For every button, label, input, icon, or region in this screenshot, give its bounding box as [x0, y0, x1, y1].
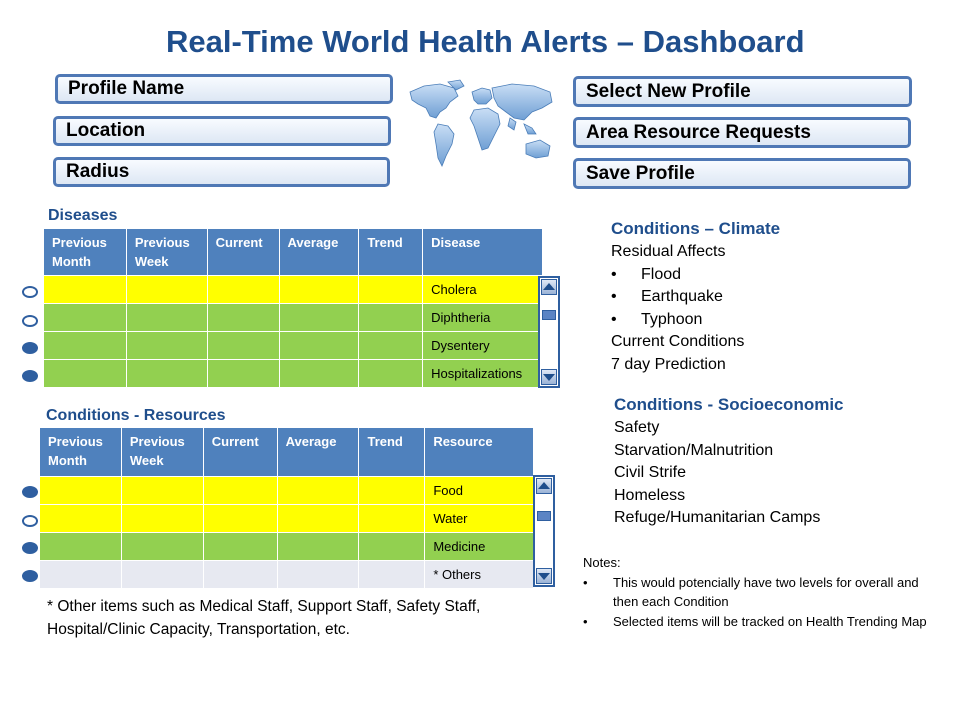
table-cell [207, 304, 279, 332]
note-item [583, 573, 938, 612]
table-cell [279, 332, 359, 360]
resources-title: Conditions - Resources [46, 407, 226, 424]
table-cell [277, 533, 359, 561]
save-profile-button[interactable]: Save Profile [573, 158, 911, 189]
list-item [611, 286, 931, 309]
table-row[interactable] [44, 276, 543, 304]
table-cell [121, 477, 203, 505]
table-cell [121, 505, 203, 533]
column-header: Current [203, 428, 277, 477]
table-cell [359, 477, 425, 505]
socio-list [614, 417, 934, 530]
resource-name: Food [425, 477, 534, 505]
location-field[interactable]: Location [53, 116, 391, 146]
table-cell [44, 304, 127, 332]
column-header: Trend [359, 428, 425, 477]
table-cell [44, 360, 127, 388]
table-cell [359, 533, 425, 561]
table-cell [359, 332, 423, 360]
column-header: Average [277, 428, 359, 477]
resource-radio-selected[interactable] [22, 570, 38, 582]
resources-footnote: * Other items such as Medical Staff, Support Staff, Safety Staff, Hospital/Clinic Capacity, Transportation, etc. [47, 598, 481, 638]
table-cell [40, 505, 122, 533]
table-cell [359, 276, 423, 304]
note-text: Selected items will be tracked on Health Trending Map [613, 613, 927, 629]
notes-heading: Notes: [583, 555, 621, 570]
notes [583, 553, 938, 631]
disease-name: Diphtheria [423, 304, 543, 332]
climate-bullet: Typhoon [641, 310, 703, 328]
column-header: Current [207, 229, 279, 276]
bullet-icon: • [583, 613, 588, 629]
note-text: This would potencially have two levels for overall and then each Condition [613, 574, 919, 609]
table-cell [279, 360, 359, 388]
socio-item: Safety [614, 419, 660, 436]
table-row[interactable] [40, 477, 534, 505]
table-cell [277, 477, 359, 505]
table-row[interactable] [44, 360, 543, 388]
profile-name-field[interactable]: Profile Name [55, 74, 393, 104]
column-header: Disease [423, 229, 543, 276]
disease-radio-selected[interactable] [22, 342, 38, 354]
climate-bullet: Flood [641, 265, 682, 283]
select-new-profile-button[interactable]: Select New Profile [573, 76, 912, 107]
note-item [583, 612, 938, 632]
scroll-thumb[interactable] [542, 310, 556, 320]
socio-item: Starvation/Malnutrition [614, 441, 774, 459]
disease-name: Cholera [423, 276, 543, 304]
table-cell [126, 276, 207, 304]
resources-scrollbar[interactable] [533, 475, 555, 587]
table-cell [126, 304, 207, 332]
socio-item: Civil Strife [614, 464, 687, 481]
socio-title: Conditions - Socioeconomic [614, 395, 844, 414]
socio-item: Homeless [614, 486, 686, 504]
table-cell [126, 360, 207, 388]
scroll-thumb[interactable] [537, 511, 551, 521]
table-cell [207, 332, 279, 360]
list-item [611, 309, 931, 332]
climate-list [611, 241, 931, 376]
climate-title: Conditions – Climate [611, 219, 781, 238]
table-cell [40, 561, 122, 589]
table-cell [277, 505, 359, 533]
resource-name: Medicine [425, 533, 534, 561]
table-cell [121, 561, 203, 589]
climate-bullet: Earthquake [641, 288, 723, 305]
bullet-icon: • [611, 310, 617, 328]
table-cell [359, 505, 425, 533]
table-cell [279, 276, 359, 304]
bullet-icon: • [611, 265, 617, 283]
resource-name: Water [425, 505, 534, 533]
diseases-title: Diseases [48, 207, 118, 224]
table-cell [44, 332, 127, 360]
socio-item: Refuge/Humanitarian Camps [614, 509, 821, 526]
resource-name: * Others [425, 561, 534, 589]
resource-radio[interactable] [22, 515, 38, 527]
diseases-table [43, 228, 543, 388]
column-header: Previous Month [44, 229, 127, 276]
column-header: Previous Month [40, 428, 122, 477]
disease-name: Hospitalizations [423, 360, 543, 388]
scroll-down-icon[interactable] [536, 568, 552, 584]
list-item [611, 264, 931, 287]
table-cell [121, 533, 203, 561]
scroll-up-icon[interactable] [536, 478, 552, 494]
disease-radio[interactable] [22, 315, 38, 327]
disease-radio-selected[interactable] [22, 370, 38, 382]
climate-current: Current Conditions [611, 333, 745, 350]
table-row[interactable] [44, 304, 543, 332]
resource-radio-selected[interactable] [22, 542, 38, 554]
table-cell [207, 360, 279, 388]
table-row[interactable] [40, 505, 534, 533]
disease-radio[interactable] [22, 286, 38, 298]
table-cell [207, 276, 279, 304]
table-row[interactable] [40, 533, 534, 561]
table-cell [40, 477, 122, 505]
table-row[interactable] [40, 561, 534, 589]
column-header: Trend [359, 229, 423, 276]
climate-residual: Residual Affects [611, 243, 726, 260]
table-cell [40, 533, 122, 561]
table-cell [359, 561, 425, 589]
column-header: Previous Week [126, 229, 207, 276]
table-cell [203, 505, 277, 533]
bullet-icon: • [611, 288, 617, 305]
table-cell [203, 561, 277, 589]
resources-table [39, 427, 534, 589]
resource-radio-selected[interactable] [22, 486, 38, 498]
table-header-row [44, 229, 543, 276]
table-cell [359, 304, 423, 332]
table-cell [279, 304, 359, 332]
table-cell [277, 561, 359, 589]
table-cell [203, 533, 277, 561]
scroll-up-icon[interactable] [541, 279, 557, 295]
world-map-icon [402, 78, 562, 173]
column-header: Resource [425, 428, 534, 477]
table-header-row [40, 428, 534, 477]
table-cell [359, 360, 423, 388]
scroll-down-icon[interactable] [541, 369, 557, 385]
table-row[interactable] [44, 332, 543, 360]
page-title: Real-Time World Health Alerts – Dashboard [166, 24, 805, 59]
bullet-icon: • [583, 574, 588, 590]
table-cell [126, 332, 207, 360]
table-cell [44, 276, 127, 304]
radius-field[interactable]: Radius [53, 157, 390, 187]
disease-name: Dysentery [423, 332, 543, 360]
climate-prediction: 7 day Prediction [611, 355, 726, 373]
column-header: Average [279, 229, 359, 276]
column-header: Previous Week [121, 428, 203, 477]
area-resource-requests-button[interactable]: Area Resource Requests [573, 117, 911, 148]
diseases-scrollbar[interactable] [538, 276, 560, 388]
table-cell [203, 477, 277, 505]
